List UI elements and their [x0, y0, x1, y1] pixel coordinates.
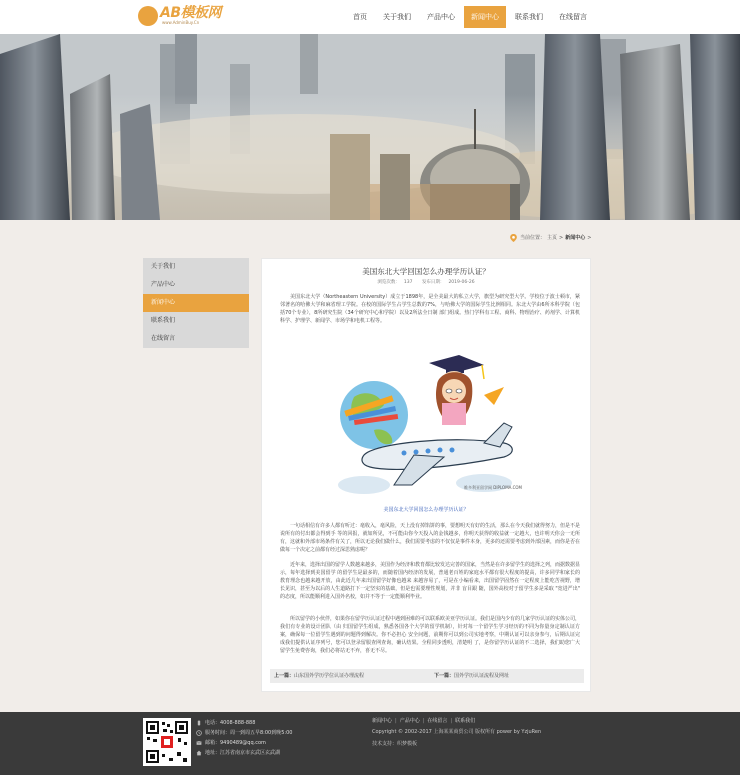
article-paragraph: 近年来，选择出国的留学人数越来越多，美国作为经济和教育都比较发达完善的国家，当然是在许多留学生的选择之列，而据数据显示，每年选择到美国留学 的留学生是最多的，而随着国内经济的发展，普通老百姓的家庭水平都有很大程度的提高，许多同学和家长的教育理念也越来越开放，由此近几年来出国留学好像也越来 来越容易了，可是在小编看来，出国留学固然在一定程度上能吃苦视野，增长见识，甚至为以后的人生道路打下一定坚实的基础，但是也需要理性规划，并非 盲目跟 随，国外高校对于留学生多是采取 "宽进严出" 的态度，所以能顺利进入国外名校，如并不等于一定能顺利毕业。: [280, 562, 581, 600]
home-icon: [196, 750, 202, 756]
hours-text: 服务时间：周一到周五早8:00到晚5:00: [205, 730, 293, 736]
nav-item-message[interactable]: 在线留言: [559, 13, 587, 21]
nav-item-news[interactable]: 新闻中心: [464, 6, 506, 28]
nav-item-contact[interactable]: 联系我们: [515, 13, 543, 21]
link-separator: |: [450, 718, 453, 724]
next-label: 下一篇：: [434, 673, 455, 679]
logo-mark-icon: [138, 6, 158, 26]
site-header: [0, 0, 740, 34]
phone-icon: [196, 720, 202, 726]
article-paragraph: 美国东北大学（Northeastern University）成立于1898年，是全美最大的私立大学，旗型为研究型大学。学校位于波士顿市，紧邻著名的哈佛大学和麻省理工学院。在校的国际学生占学生总数的7%，与哈佛大学的国际学生比例相同。东北大学由6所本科学院（包括70个专业），8所研究生院（34个研究中心和学院）以及2所法全日制 部门组成。热门学科有工程、商科、物理治疗、药剂学、计算机科学、护理学、新闻学、市场学和电机工程等。: [280, 294, 580, 324]
city-skyline-image: [0, 34, 740, 220]
breadcrumb-home[interactable]: 主页: [547, 235, 558, 241]
footer-links: [372, 717, 475, 726]
tech-support-text: 技术支持：织梦模板: [372, 741, 418, 747]
publish-date: 2019-06-26: [448, 280, 475, 285]
logo-subtext: www.AdminBuy.Cn: [162, 20, 200, 25]
breadcrumb-prefix: 当前位置：: [520, 235, 546, 241]
next-link[interactable]: 国外学历认证流程及网址: [454, 673, 510, 679]
footer-link-products[interactable]: 产品中心: [399, 718, 420, 724]
breadcrumb-sep: >: [587, 235, 592, 241]
contact-address: [196, 748, 346, 758]
contact-email: [196, 738, 346, 748]
prev-next-bar: [270, 669, 584, 683]
nav-item-about[interactable]: 关于我们: [383, 13, 411, 21]
sidebar-item-products[interactable]: 产品中心: [143, 276, 249, 294]
sidebar: [143, 258, 249, 348]
location-pin-icon: [510, 234, 517, 242]
views-count: 137: [403, 280, 413, 285]
clock-icon: [196, 730, 202, 736]
footer-link-message[interactable]: 在线留言: [427, 718, 448, 724]
article-title: 美国东北大学回国怎么办理学历认证？: [362, 267, 490, 276]
image-caption: 美国东北大学回国怎么办理学历认证？: [383, 507, 469, 513]
nav-item-products[interactable]: 产品中心: [427, 13, 455, 21]
nav-item-home[interactable]: 首页: [353, 13, 367, 21]
contact-hours: [196, 728, 346, 738]
site-logo[interactable]: [138, 5, 228, 29]
sidebar-item-message[interactable]: 在线留言: [143, 330, 249, 348]
article-meta: [262, 280, 590, 286]
link-separator: |: [395, 718, 397, 724]
qr-code-icon: [143, 718, 191, 766]
article-paragraph: 所以留学的小伙伴，如果你在留学历认证过程中遇到困难的可以联系欧美亚学历认证。我们是国内少有的几家学历认证的实体公司，我们有专业的设计团队（由 归国留学生组成，熟悉各国各个大学的留学机制），针对每一个留学生学习经历的不同为你量身定制认证方案，确保每一位留学生遇到的问题得到解决。你不必担心 安全问题，前期你可以到公司实地考察，中期认证可以亲身参与，后期认证完成我们提供认证序列号，您可以登录留服查网查询，确认结果。全程同步透明，清楚明 了，是你留学历认证的不二选择，我们助您广大留学生免费咨询，我们必将站无不弃，喜无不尽。: [280, 616, 581, 654]
date-label: 发布日期：: [421, 280, 445, 285]
hero-banner: [0, 34, 740, 220]
views-label: 浏览次数：: [377, 280, 400, 285]
site-footer: [0, 712, 740, 775]
logo-text: AB模板网: [160, 5, 222, 21]
sidebar-item-news[interactable]: 新闻中心: [143, 294, 249, 312]
contact-info: [196, 718, 346, 758]
breadcrumb-sep: >: [559, 235, 564, 241]
address-text: 地址：江苏省南京市玄武区玄武湖: [205, 750, 281, 756]
footer-link-contact[interactable]: 联系我们: [455, 718, 476, 724]
link-separator: |: [422, 718, 425, 724]
copyright-text: Copyright © 2002-2017 上海某某商贸公司 版权所有 power by YzjuRen: [372, 729, 542, 735]
sidebar-item-about[interactable]: 关于我们: [143, 258, 249, 276]
sidebar-item-contact[interactable]: 联系我们: [143, 312, 249, 330]
email-text[interactable]: 邮箱：9490489@qq.com: [205, 740, 266, 746]
prev-article[interactable]: [274, 669, 364, 683]
image-watermark: 维多利亚留学网 DIPLOMA.COM: [464, 485, 522, 490]
phone-text: 电话：4008-888-888: [205, 720, 256, 726]
mail-icon: [196, 740, 202, 746]
prev-link[interactable]: 山东国外学历学位认证办理流程: [294, 673, 365, 679]
student-airplane-illustration: [334, 335, 518, 503]
main-nav: [346, 6, 596, 28]
next-article[interactable]: [434, 669, 509, 683]
prev-label: 上一篇：: [274, 673, 295, 679]
article-paragraph: 一句话相信有许多人都有听过：毫收入，毫风险，天上没有掉馅饼的事，要想明天有好的生活，那么在今天我们就得努力，但是不是说所有的付出都会得到手 等的回报，就如所见，不可能由你今天投入的金钱越多，你明天获得的收益就一定越大，也许明天你会一无所有，这就和外部市场条件有关了，所以无论我们做什么，我们需要考虑的不仅仅是事件本身，更多的还需要考虑到外部因素，而你是否在做每一个决定之前都有经过深思熟虑呢？: [280, 523, 581, 553]
footer-link-news[interactable]: 新闻中心: [372, 718, 393, 724]
contact-phone: [196, 718, 346, 728]
article-panel: [261, 258, 591, 692]
breadcrumb: [510, 233, 593, 243]
breadcrumb-current[interactable]: 新闻中心: [565, 235, 586, 241]
